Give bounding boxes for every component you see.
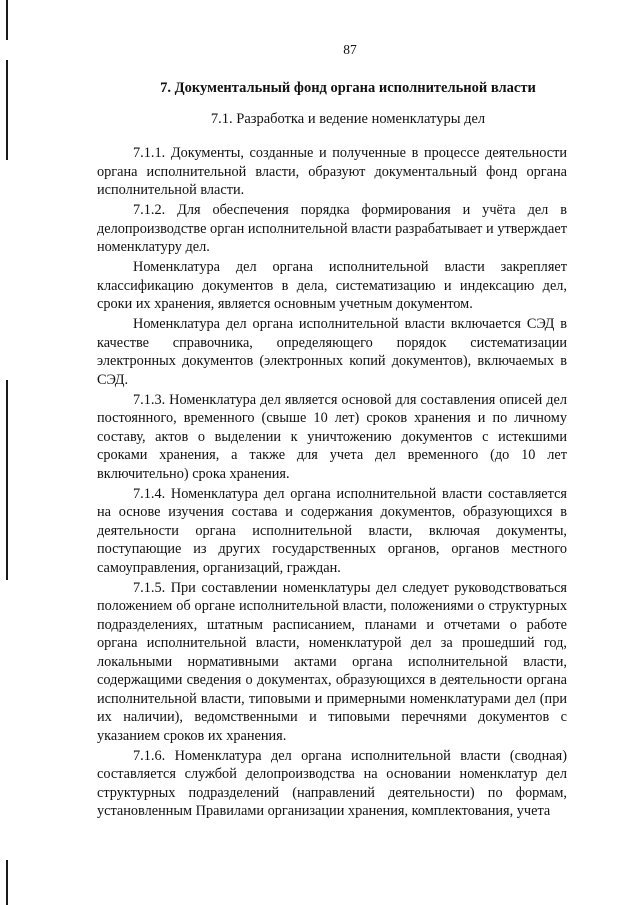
scan-edge-mark bbox=[6, 0, 8, 40]
paragraph-7-1-6: 7.1.6. Номенклатура дел органа исполнительной власти (сводная) составляется службой делопроизводства на основании номенклатур дел структурных подразделений (направлений деятельности) по формам, установленным Правилами организации хранения, комплектования, учета bbox=[97, 747, 567, 819]
paragraph-7-1-2: 7.1.2. Для обеспечения порядка формирования и учёта дел в делопроизводстве орган исполнительной власти разрабатывает и утверждает номенклатуру дел. bbox=[97, 202, 567, 255]
paragraph-7-1-1: 7.1.1. Документы, созданные и полученные в процессе деятельности органа исполнительной власти, образуют документальный фонд органа исполнительной власти. bbox=[97, 145, 567, 198]
paragraph-nomenclature-classification: Номенклатура дел органа исполнительной власти закрепляет классификацию документов в дела, систематизацию и индексацию дел, сроки их хранения, является основным учетным документом. bbox=[97, 259, 567, 312]
page-number: 87 bbox=[343, 42, 357, 57]
section-title: 7. Документальный фонд органа исполнительной власти bbox=[160, 80, 536, 96]
subsection-title: 7.1. Разработка и ведение номенклатуры дел bbox=[210, 111, 486, 127]
document-body bbox=[97, 144, 567, 822]
scan-edge bbox=[0, 0, 4, 905]
scan-edge-mark bbox=[6, 860, 8, 905]
paragraph-7-1-4: 7.1.4. Номенклатура дел органа исполнительной власти составляется на основе изучения состава и содержания документов, образующихся в деятельности органа исполнительной власти, включая документы, поступающие из других государственных органов, органов местного самоуправления, организаций, граждан. bbox=[97, 485, 567, 576]
paragraph-7-1-5: 7.1.5. При составлении номенклатуры дел следует руководствоваться положением об органе исполнительной власти, положениями о структурных подразделениях, штатным расписанием, планами и отчетами о работе органа исполнительной власти, номенклатурой дел за прошедший год, локальными нормативными актами органа исполнительной власти, содержащими сведения о документах, образующихся в деятельности органа исполнительной власти, типовыми и примерными номенклатурами дел (при их наличии), ведомственными и типовыми перечнями документов с указанием сроков их хранения. bbox=[97, 579, 567, 744]
paragraph-nomenclature-sed: Номенклатура дел органа исполнительной власти включается СЭД в качестве справочника, определяющего порядок систематизации электронных документов (электронных копий документов), включаемых в СЭД. bbox=[97, 316, 567, 388]
scan-edge-mark bbox=[6, 380, 8, 580]
scan-edge-mark bbox=[6, 60, 8, 160]
paragraph-7-1-3: 7.1.3. Номенклатура дел является основой для составления описей дел постоянного, временного (свыше 10 лет) сроков хранения и по личному составу, актов о выделении к уничтожению документов с истекшими сроками хранения, а также для учета дел временного (до 10 лет включительно) срока хранения. bbox=[97, 391, 567, 482]
